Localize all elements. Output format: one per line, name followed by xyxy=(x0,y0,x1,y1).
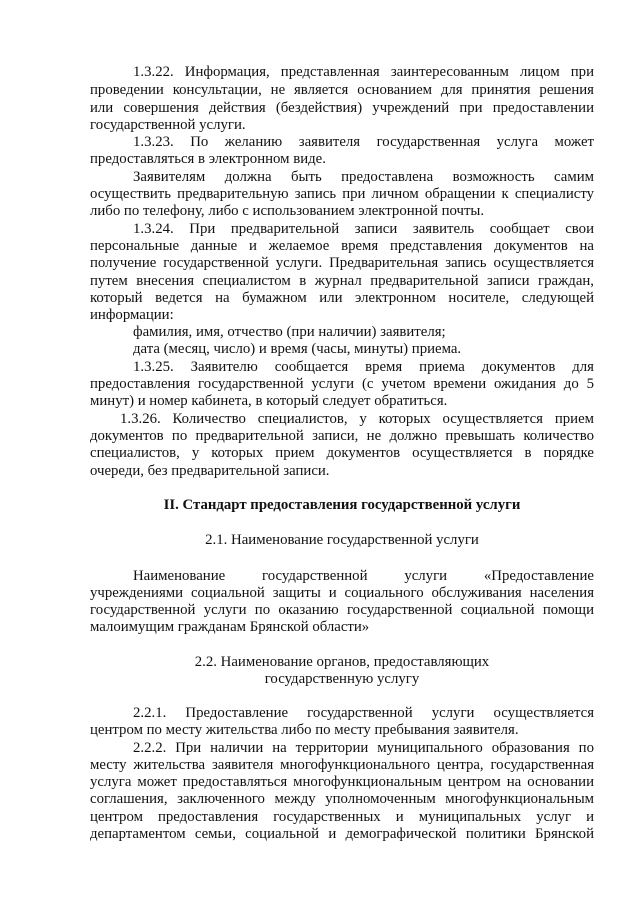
text-line: фамилия, имя, отчество (при наличии) заявителя; xyxy=(133,324,446,340)
text-line: предоставления государственной услуги (с учетом времени ожидания до 5 xyxy=(90,376,594,392)
text-line: или совершения действия (бездействия) учреждений при предоставлении xyxy=(90,100,594,116)
text-line: 1.3.25. Заявителю сообщается время приема документов для xyxy=(133,359,594,375)
text-line: 2.2.2. При наличии на территории муниципального образования по xyxy=(133,740,594,756)
text-line: либо по телефону, либо с использованием электронной почты. xyxy=(90,203,485,219)
text-line: дата (месяц, число) и время (часы, минуты) приема. xyxy=(133,341,462,357)
subsection-heading: 2.2. Наименование органов, предоставляющих xyxy=(194,654,490,670)
text-line: проведении консультации, не является основанием для принятия решения xyxy=(90,82,594,98)
text-line: 1.3.26. Количество специалистов, у которых осуществляется прием xyxy=(120,411,594,427)
text-line: услуга может предоставляться многофункциональным центром на основании xyxy=(90,774,594,790)
text-line: получение государственной услуги. Предварительная запись осуществляется xyxy=(90,255,594,271)
text-line: 1.3.24. При предварительной записи заявитель сообщает свои xyxy=(133,221,594,237)
text-line: путем внесения специалистом в журнал предварительной записи граждан, xyxy=(90,273,594,289)
text-line: который ведется на бумажном или электронном носителе, следующей xyxy=(90,290,594,306)
text-line: специалистов, у которых прием документов осуществляется в порядке xyxy=(90,445,594,461)
text-line: осуществить предварительную запись при личном обращении к специалисту xyxy=(90,186,594,202)
text-line: месту жительства заявителя многофункционального центра, государственная xyxy=(90,757,594,773)
text-line: учреждениями социальной защиты и социального обслуживания населения xyxy=(90,585,594,601)
text-line: 1.3.23. По желанию заявителя государственная услуга может xyxy=(133,134,594,150)
text-line: малоимущим гражданам Брянской области» xyxy=(90,619,370,635)
text-line: информации: xyxy=(90,307,174,323)
text-line: Заявителям должна быть предоставлена возможность самим xyxy=(133,169,594,185)
text-line: минут) и номер кабинета, в который следует обратиться. xyxy=(90,393,448,409)
text-line: персональные данные и желаемое время представления документов на xyxy=(90,238,594,254)
text-line: департаментом семьи, социальной и демографической политики Брянской xyxy=(90,826,594,842)
text-line: документов по предварительной записи, не должно превышать количество xyxy=(90,428,594,444)
text-line: государственной услуги по оказанию государственной социальной помощи xyxy=(90,602,594,618)
section-heading: II. Стандарт предоставления государственной услуги xyxy=(163,497,521,513)
text-line: центром по месту жительства либо по месту пребывания заявителя. xyxy=(90,722,519,738)
text-line: соглашения, заключенного между уполномоченным многофункциональным xyxy=(90,791,594,807)
text-line: очереди, без предварительной записи. xyxy=(90,463,330,479)
text-line: 2.2.1. Предоставление государственной услуги осуществляется xyxy=(133,705,594,721)
text-line: 1.3.22. Информация, представленная заинтересованным лицом при xyxy=(133,64,594,80)
subsection-heading: 2.1. Наименование государственной услуги xyxy=(205,532,479,548)
text-line: предоставляться в электронном виде. xyxy=(90,151,326,167)
text-line: Наименование государственной услуги «Предоставление xyxy=(133,568,594,584)
text-line: центром предоставления государственных и муниципальных услуг и xyxy=(90,809,594,825)
subsection-heading: государственную услугу xyxy=(264,671,420,687)
text-line: государственной услуги. xyxy=(90,117,246,133)
